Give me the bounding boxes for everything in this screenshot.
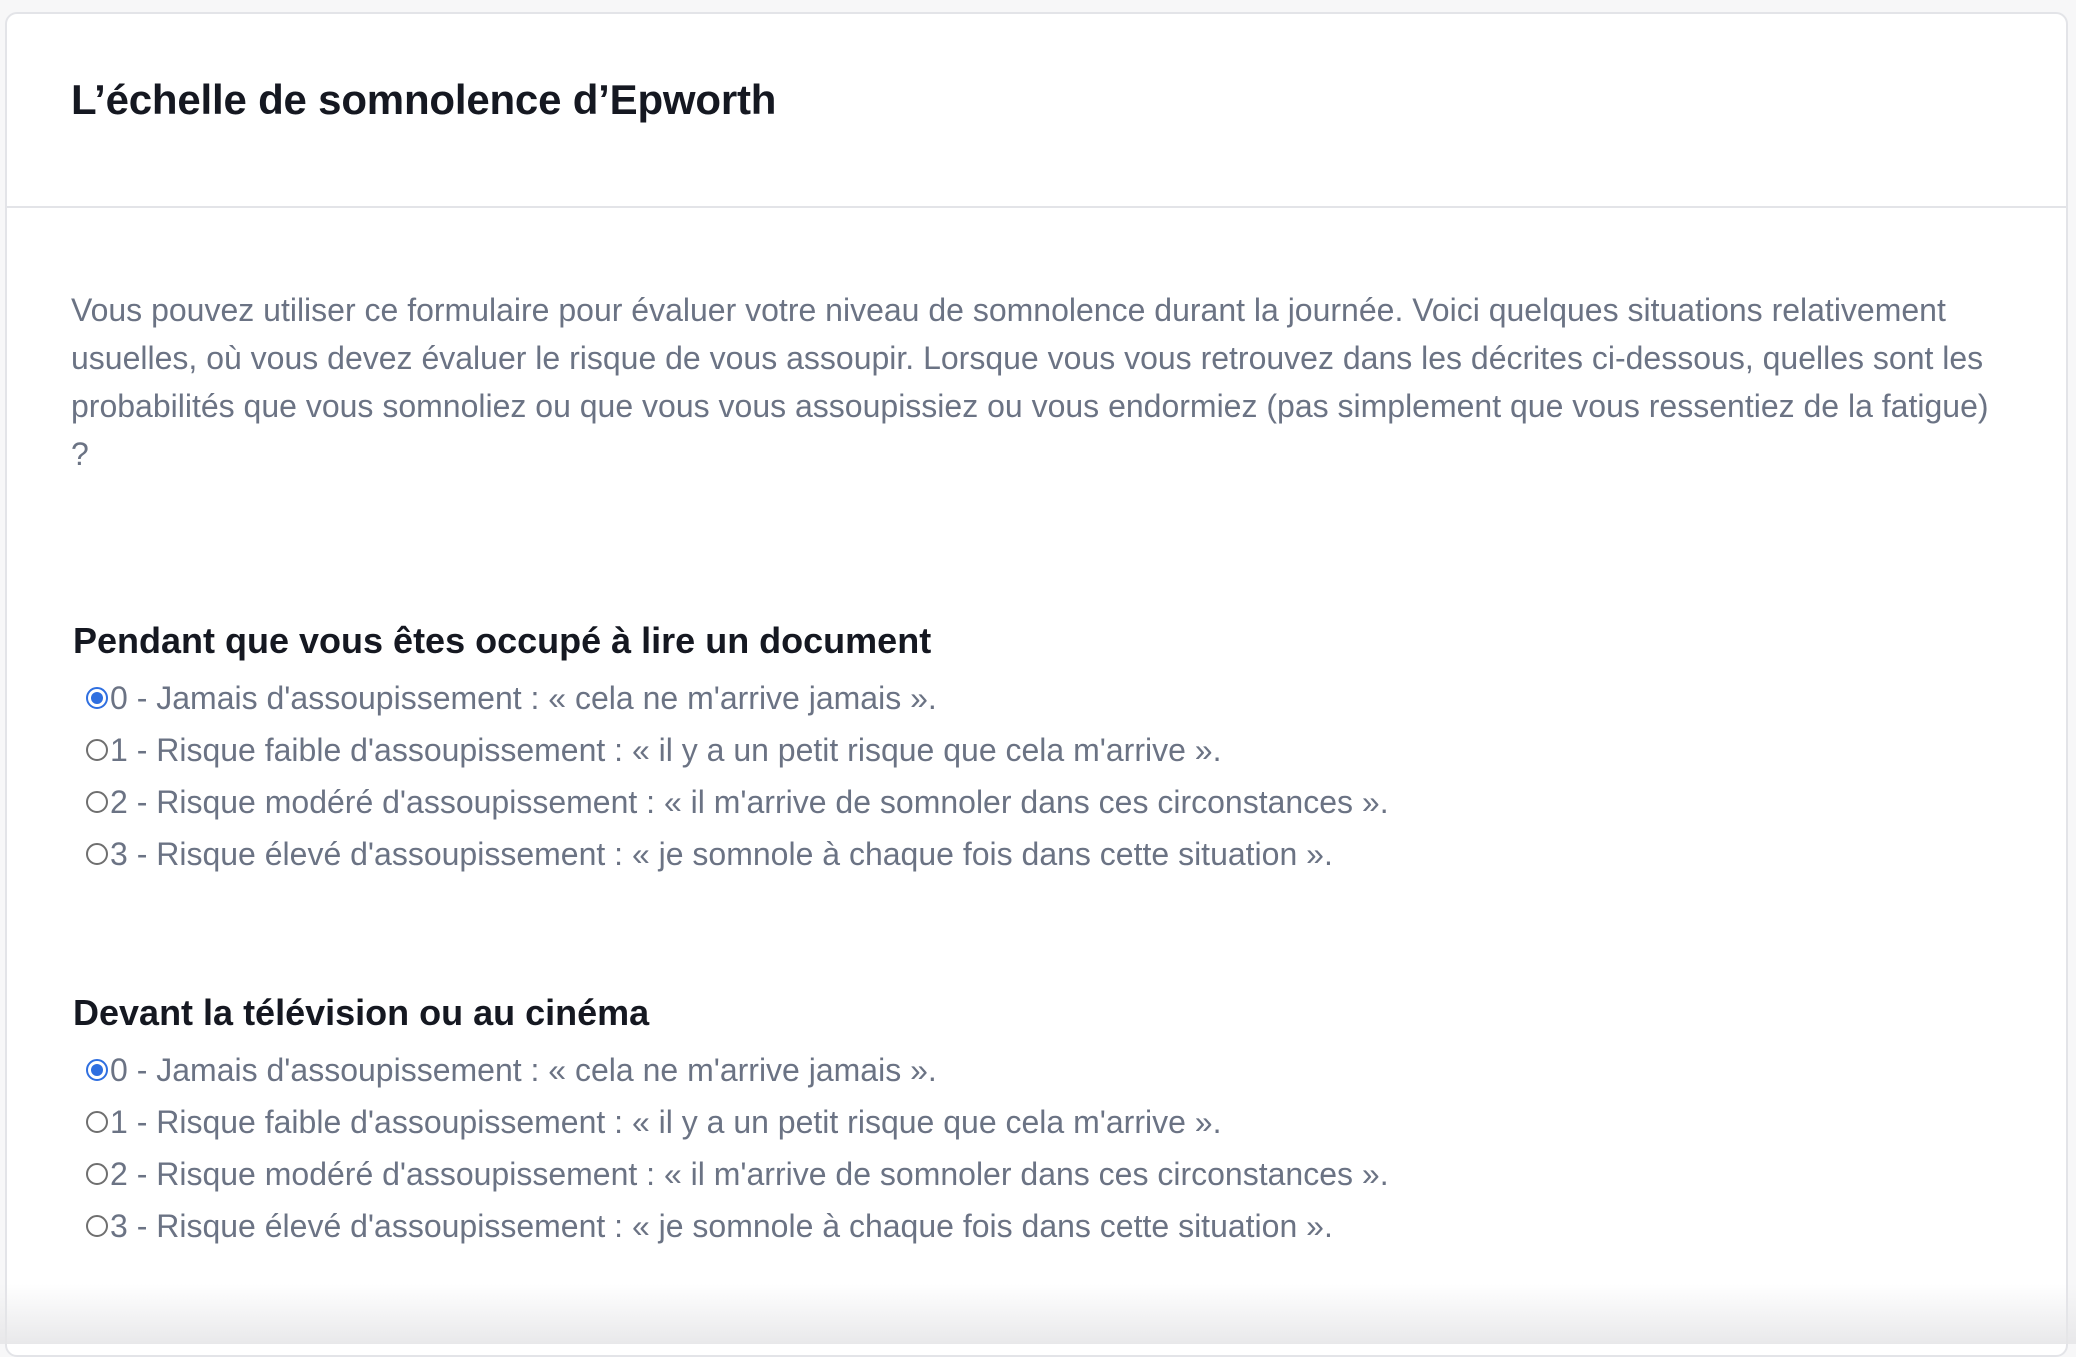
option-label: 1 - Risque faible d'assoupissement : « il y a un petit risque que cela m'arrive ». <box>110 1104 1221 1141</box>
question-title: Devant la télévision ou au cinéma <box>73 986 1973 1040</box>
option-label: 2 - Risque modéré d'assoupissement : « il m'arrive de somnoler dans ces circonstances ». <box>110 784 1389 821</box>
option-3[interactable] <box>73 828 1973 880</box>
radio-button[interactable] <box>86 843 108 865</box>
card-header <box>7 14 2066 208</box>
radio-button[interactable] <box>86 1215 108 1237</box>
option-label: 2 - Risque modéré d'assoupissement : « il m'arrive de somnoler dans ces circonstances ». <box>110 1156 1389 1193</box>
question-reading <box>73 614 1973 880</box>
option-2[interactable] <box>73 1148 1973 1200</box>
radio-button[interactable] <box>86 687 108 709</box>
radio-button[interactable] <box>86 791 108 813</box>
option-1[interactable] <box>73 1096 1973 1148</box>
intro-text: Vous pouvez utiliser ce formulaire pour évaluer votre niveau de somnolence durant la journée. Voici quelques situations relativement usuelles, où vous devez évaluer le risque de vous assoupir. Lorsque vous vous retrouvez dans les décrites ci-dessous, quelles sont les probabilités que vous somnoliez ou que vous vous assoupissiez ou vous endormiez (pas simplement que vous ressentiez de la fatigue) ? <box>71 286 2001 478</box>
radio-button[interactable] <box>86 1163 108 1185</box>
option-label: 3 - Risque élevé d'assoupissement : « je somnole à chaque fois dans cette situation ». <box>110 1208 1333 1245</box>
option-0[interactable] <box>73 672 1973 724</box>
question-television <box>73 986 1973 1252</box>
option-2[interactable] <box>73 776 1973 828</box>
option-label: 3 - Risque élevé d'assoupissement : « je somnole à chaque fois dans cette situation ». <box>110 836 1333 873</box>
epworth-form-card <box>5 12 2068 1357</box>
option-3[interactable] <box>73 1200 1973 1252</box>
option-label: 0 - Jamais d'assoupissement : « cela ne m'arrive jamais ». <box>110 680 937 717</box>
option-label: 1 - Risque faible d'assoupissement : « il y a un petit risque que cela m'arrive ». <box>110 732 1221 769</box>
radio-button[interactable] <box>86 739 108 761</box>
option-1[interactable] <box>73 724 1973 776</box>
radio-button[interactable] <box>86 1059 108 1081</box>
page-title: L’échelle de somnolence d’Epworth <box>71 76 776 124</box>
option-0[interactable] <box>73 1044 1973 1096</box>
radio-button[interactable] <box>86 1111 108 1133</box>
question-title: Pendant que vous êtes occupé à lire un document <box>73 614 1973 668</box>
option-label: 0 - Jamais d'assoupissement : « cela ne m'arrive jamais ». <box>110 1052 937 1089</box>
